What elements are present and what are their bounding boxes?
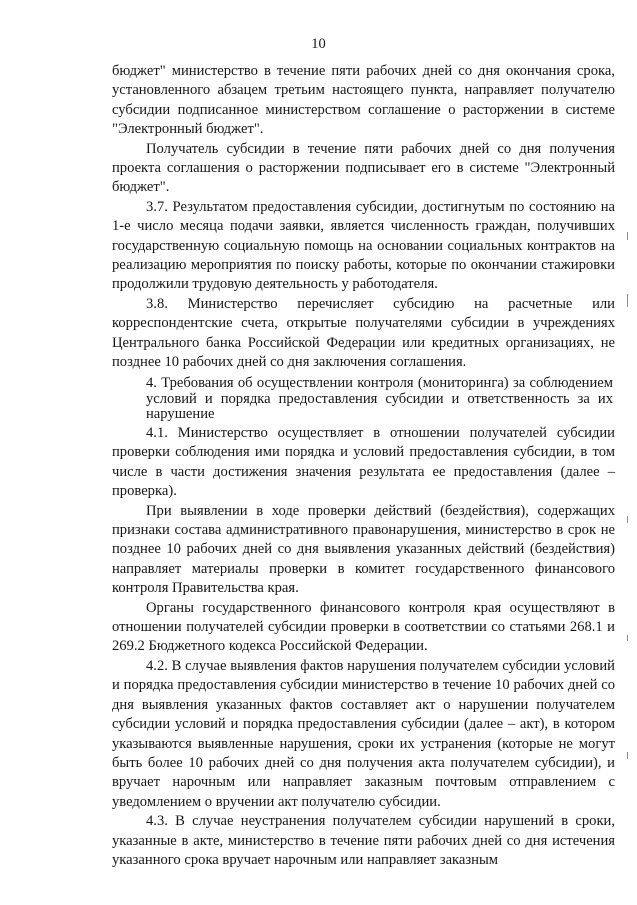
paragraph: 4.1. Министерство осуществляет в отношении получателей субсидии проверки соблюдения ими порядка и условий предоставления субсидии, в том числе в части достижения значения результата ее предоставления (далее – проверка).: [112, 425, 615, 500]
scan-margin-mark: [627, 232, 628, 240]
text-block-bottom: [112, 424, 615, 870]
paragraph: При выявлении в ходе проверки действий (бездействия), содержащих признаки состава административного правонарушения, министерство в срок не позднее 10 рабочих дней со дня выявления указанных действий (бездействия) направляет материалы проверки в комитет государственного финансового контроля Правительства края.: [112, 502, 615, 597]
text-block-top: [112, 62, 615, 373]
section-heading: 4. Требования об осуществлении контроля (мониторинга) за соблюдением условий и порядка предоставления субсидии и ответственность за их нарушение: [146, 375, 613, 422]
paragraph: 3.8. Министерство перечисляет субсидию на расчетные или корреспондентские счета, открытые получателями субсидии в учреждениях Центрального банка Российской Федерации или кредитных организациях, не позднее 10 рабочих дней со дня заключения соглашения.: [112, 295, 615, 371]
page-number: 10: [311, 36, 326, 52]
paragraph: 4.3. В случае неустранения получателем субсидии нарушений в сроки, указанные в акте, министерство в течение пяти рабочих дней со дня истечения указанного срока вручает нарочным или направляет заказным: [112, 813, 615, 868]
paragraph: Получатель субсидии в течение пяти рабочих дней со дня получения проекта соглашения о расторжении подписывает его в системе "Электронный бюджет".: [112, 140, 615, 196]
scan-margin-mark: [627, 635, 628, 641]
paragraph: 3.7. Результатом предоставления субсидии, достигнутым по состоянию на 1-е число месяца подачи заявки, является численность граждан, получивших государственную социальную помощь на основании социальных контрактов на реализацию мероприятия по поиску работы, которые по окончании стажировки продолжили трудовую деятельность у работодателя.: [112, 198, 615, 293]
scan-margin-mark: [627, 516, 628, 523]
paragraph: Органы государственного финансового контроля края осуществляют в отношении получателей субсидии проверки в соответствии со статьями 268.1 и 269.2 Бюджетного кодекса Российской Федерации.: [112, 599, 615, 655]
scan-margin-mark: [627, 752, 628, 759]
paragraph: 4.2. В случае выявления фактов нарушения получателем субсидии условий и порядка предоставления субсидии министерство в течение 10 рабочих дней со дня выявления указанных фактов составляет акт о нарушении получателем субсидии условий и порядка предоставления субсидии (далее – акт), в котором указываются выявленные нарушения, сроки их устранения (которые не могут быть более 10 рабочих дней со дня получения акта получателем субсидии), и вручает нарочным или направляет заказным почтовым отправлением с уведомлением о вручении акт получателю субсидии.: [112, 657, 615, 810]
paragraph: бюджет" министерство в течение пяти рабочих дней со дня окончания срока, установленного абзацем третьим настоящего пункта, направляет получателю субсидии подписанное министерством соглашение о расторжении в системе "Электронный бюджет".: [112, 63, 615, 138]
scan-margin-mark: [627, 294, 628, 307]
